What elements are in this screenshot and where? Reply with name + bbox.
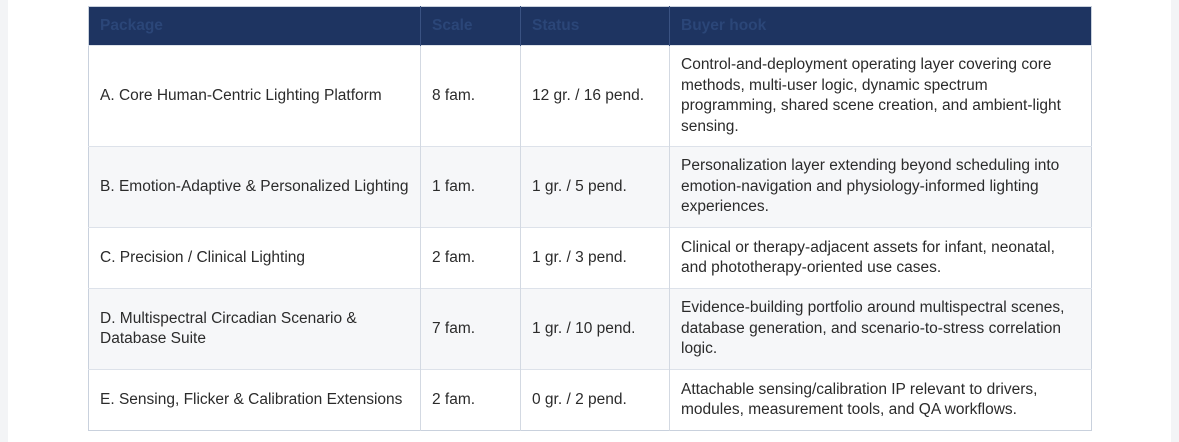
document-page — [8, 0, 1171, 442]
status-cell: 12 gr. / 16 pend. — [521, 46, 670, 147]
package-cell: C. Precision / Clinical Lighting — [89, 228, 421, 289]
table-header-row — [89, 7, 1092, 46]
header-scale: Scale — [421, 7, 521, 46]
table-row — [89, 228, 1092, 289]
package-cell: A. Core Human-Centric Lighting Platform — [89, 46, 421, 147]
scale-cell: 2 fam. — [421, 370, 521, 431]
status-cell: 1 gr. / 5 pend. — [521, 147, 670, 228]
scale-cell: 7 fam. — [421, 289, 521, 370]
package-cell: E. Sensing, Flicker & Calibration Extensions — [89, 370, 421, 431]
buyer-hook-cell: Clinical or therapy-adjacent assets for infant, neonatal, and phototherapy-oriented use cases. — [670, 228, 1092, 289]
table-row — [89, 370, 1092, 431]
buyer-hook-cell: Personalization layer extending beyond scheduling into emotion-navigation and physiology-informed lighting experiences. — [670, 147, 1092, 228]
table-row — [89, 46, 1092, 147]
header-buyer-hook: Buyer hook — [670, 7, 1092, 46]
table-row — [89, 289, 1092, 370]
package-cell: B. Emotion-Adaptive & Personalized Lighting — [89, 147, 421, 228]
scale-cell: 8 fam. — [421, 46, 521, 147]
package-table — [88, 6, 1092, 431]
status-cell: 1 gr. / 3 pend. — [521, 228, 670, 289]
buyer-hook-cell: Attachable sensing/calibration IP relevant to drivers, modules, measurement tools, and QA workflows. — [670, 370, 1092, 431]
table-row — [89, 147, 1092, 228]
scale-cell: 1 fam. — [421, 147, 521, 228]
status-cell: 0 gr. / 2 pend. — [521, 370, 670, 431]
header-package: Package — [89, 7, 421, 46]
package-cell: D. Multispectral Circadian Scenario & Database Suite — [89, 289, 421, 370]
buyer-hook-cell: Evidence-building portfolio around multispectral scenes, database generation, and scenario-to-stress correlation logic. — [670, 289, 1092, 370]
status-cell: 1 gr. / 10 pend. — [521, 289, 670, 370]
buyer-hook-cell: Control-and-deployment operating layer covering core methods, multi-user logic, dynamic spectrum programming, shared scene creation, and ambient-light sensing. — [670, 46, 1092, 147]
scale-cell: 2 fam. — [421, 228, 521, 289]
header-status: Status — [521, 7, 670, 46]
